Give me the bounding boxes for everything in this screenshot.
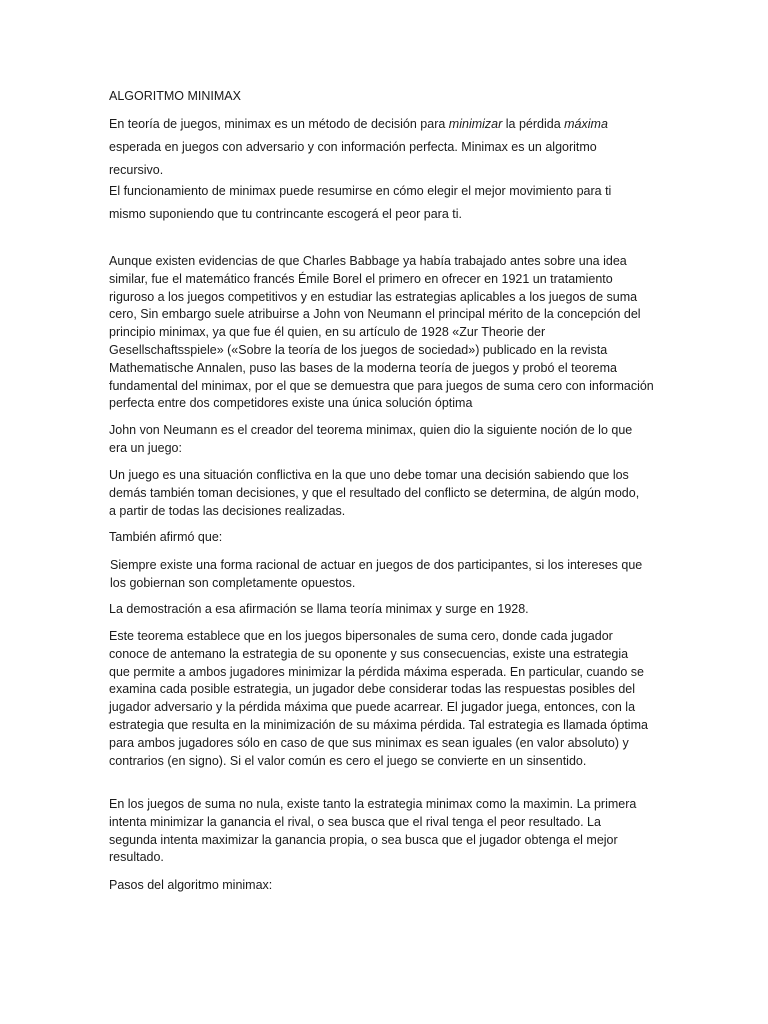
intro-emphasis-minimizar: minimizar	[448, 117, 503, 131]
paragraph-functioning: El funcionamiento de minimax puede resumirse en cómo elegir el mejor movimiento para ti mismo suponiendo que tu contrincante escogerá el peor para ti.	[109, 184, 612, 221]
paragraph-theorem: Este teorema establece que en los juegos bipersonales de suma cero, donde cada jugador conoce de antemano la estrategia de su oponente y sus consecuencias, existe una estrategia que permite a ambos jugadores minimizar la pérdida máxima esperada. En particular, cuando se examina cada posible estrategia, un jugador debe considerar todas las respuestas posibles del jugador adversario y la pérdida máxima que puede acarrear. El jugador juega, entonces, con la estrategia que resulta en la minimización de su máxima pérdida. Tal estrategia es llamada óptima para ambos jugadores sólo en caso de que sus minimax es sean iguales (en valor absoluto) y contrarios (en signo). Si el valor común es cero el juego se convierte en un sinsentido.	[109, 629, 648, 768]
paragraph-also-stated: También afirmó que:	[109, 530, 223, 544]
intro-paragraph	[109, 113, 649, 182]
paragraph-rational-action: Siempre existe una forma racional de actuar en juegos de dos participantes, si los intereses que los gobiernan son completamente opuestos.	[110, 558, 643, 590]
paragraph-algorithm-steps: Pasos del algoritmo minimax:	[109, 878, 273, 892]
intro-text-middle: la pérdida	[502, 117, 565, 131]
paragraph-non-zero-sum: En los juegos de suma no nula, existe tanto la estrategia minimax como la maximin. La primera intenta minimizar la ganancia el rival, o sea busca que el rival tenga el peor resultado. La segunda intenta maximizar la ganancia propia, o sea busca que el jugador obtenga el mejor resultado.	[109, 797, 637, 865]
intro-emphasis-maxima: máxima	[564, 117, 608, 131]
intro-text-start: En teoría de juegos, minimax es un método de decisión para	[109, 117, 449, 131]
paragraph-history: Aunque existen evidencias de que Charles Babbage ya había trabajado antes sobre una idea similar, fue el matemático francés Émile Borel el primero en ofrecer en 1921 un tratamiento riguroso a los juegos competitivos y en estudiar las estrategias aplicables a los juegos de suma cero, Sin embargo suele atribuirse a John von Neumann el principal mérito de la concepción del principio minimax, ya que fue él quien, en su artículo de 1928 «Zur Theorie der Gesellschaftsspiele» («Sobre la teoría de los juegos de sociedad») publicado en la revista Mathematische Annalen, puso las bases de la moderna teoría de juegos y probó el teorema fundamental del minimax, por el que se demuestra que para juegos de suma cero con información perfecta entre dos competidores existe una única solución óptima	[109, 254, 654, 411]
paragraph-demonstration: La demostración a esa afirmación se llama teoría minimax y surge en 1928.	[109, 602, 529, 616]
paragraph-von-neumann: John von Neumann es el creador del teorema minimax, quien dio la siguiente noción de lo que era un juego:	[109, 423, 633, 455]
paragraph-game-definition: Un juego es una situación conflictiva en la que uno debe tomar una decisión sabiendo que los demás también toman decisiones, y que el resultado del conflicto se determina, de algún modo, a partir de todas las decisiones realizadas.	[109, 468, 640, 518]
document-title: ALGORITMO MINIMAX	[109, 89, 241, 103]
intro-text-end: esperada en juegos con adversario y con información perfecta. Minimax es un algoritmo recursivo.	[109, 140, 597, 177]
